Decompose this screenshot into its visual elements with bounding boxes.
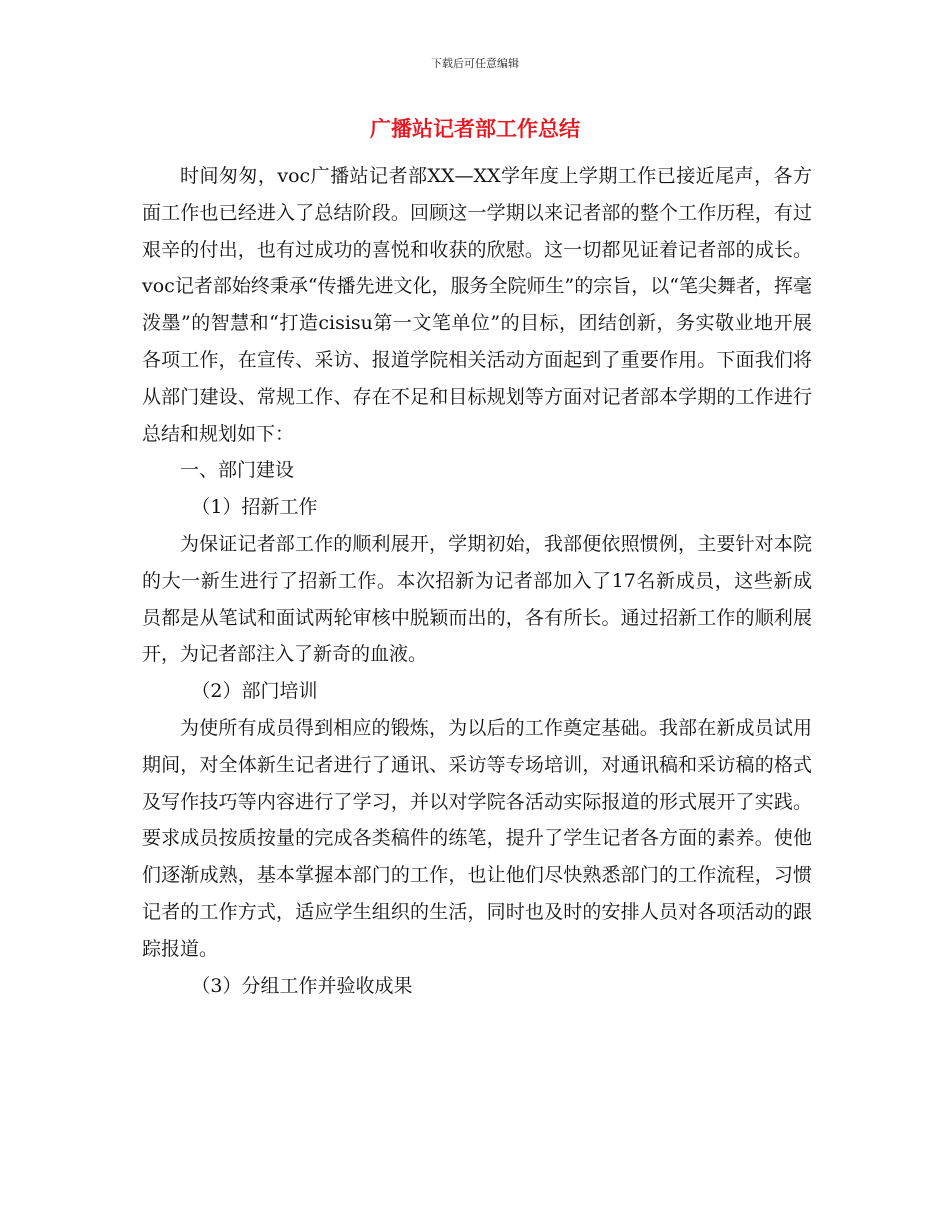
subsection-heading: （2）部门培训 <box>191 680 318 703</box>
intro-paragraph: 时间匆匆，voc广播站记者部XX—XX学年度上学期工作已接近尾声，各方面工作也已经进入了总结阶段。回顾这一学期以来记者部的整个工作历程，有过艰辛的付出，也有过成功的喜悦和收获的欣慰。这一切都见证着记者部的成长。voc记者部始终秉承“传播先进文化，服务全院师生”的宗旨，以“笔尖舞者，挥毫泼墨”的智慧和“打造cisisu第一文笔单位”的目标，团结创新，务实敬业地开展各项工作，在宣传、采访、报道学院相关活动方面起到了重要作用。下面我们将从部门建设、常规工作、存在不足和目标规划等方面对记者部本学期的工作进行总结和规划如下： <box>142 165 812 445</box>
body-paragraph: 为使所有成员得到相应的锻炼，为以后的工作奠定基础。我部在新成员试用期间，对全体新生记者进行了通讯、采访等专场培训，对通讯稿和采访稿的格式及写作技巧等内容进行了学习，并以对学院各活动实际报道的形式展开了实践。要求成员按质按量的完成各类稿件的练笔，提升了学生记者各方面的素养。使他们逐渐成熟，基本掌握本部门的工作，也让他们尽快熟悉部门的工作流程，习惯记者的工作方式，适应学生组织的生活，同时也及时的安排人员对各项活动的跟踪报道。 <box>142 716 812 960</box>
document-title: 广播站记者部工作总结 <box>370 117 580 141</box>
section-heading: 一、部门建设 <box>180 459 295 482</box>
header-note: 下载后可任意编辑 <box>431 57 519 70</box>
document-body <box>142 158 812 1004</box>
body-paragraph: 为保证记者部工作的顺利展开，学期初始，我部便依照惯例，主要针对本院的大一新生进行了招新工作。本次招新为记者部加入了17名新成员，这些新成员都是从笔试和面试两轮审核中脱颖而出的，各有所长。通过招新工作的顺利展开，为记者部注入了新奇的血液。 <box>142 532 812 666</box>
subsection-heading: （1）招新工作 <box>191 496 318 519</box>
subsection-heading: （3）分组工作并验收成果 <box>191 974 413 997</box>
